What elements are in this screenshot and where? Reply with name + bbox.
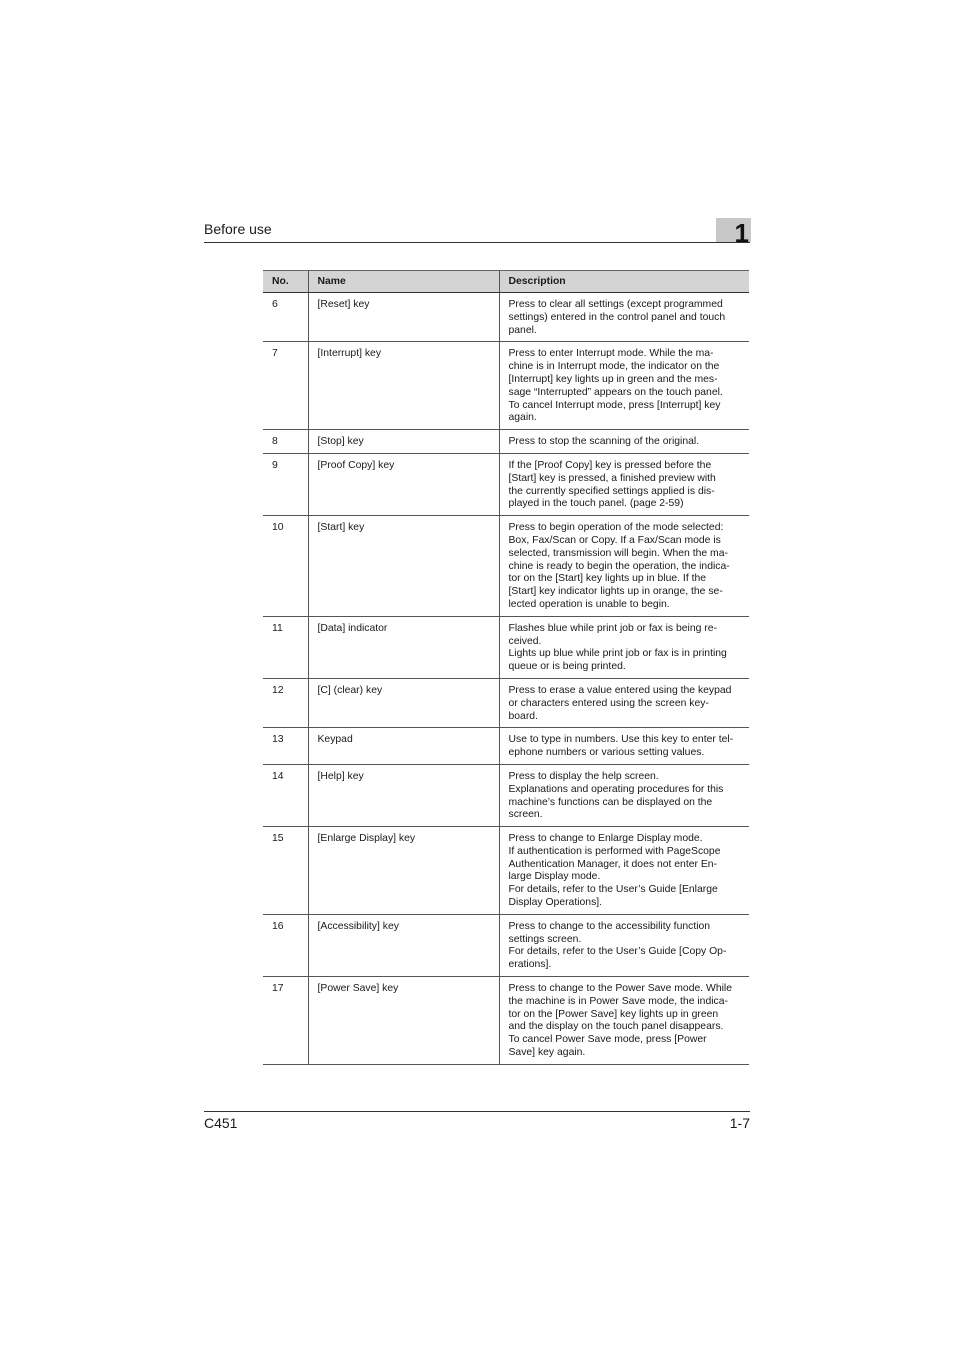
row-name: [Accessibility] key — [308, 914, 499, 976]
row-description: Press to enter Interrupt mode. While the ma- chine is in Interrupt mode, the indicator on the [Interrupt] key lights up in green and the mes- sage “Interrupted” appears on the touch panel. To cancel Interrupt mode, press [Interrupt] key again. — [499, 342, 749, 430]
table-row — [263, 977, 749, 1065]
row-description: Press to stop the scanning of the original. — [499, 430, 749, 454]
table-row — [263, 342, 749, 430]
row-number: 8 — [263, 430, 308, 454]
control-panel-table — [263, 270, 749, 1065]
row-description: Press to change to Enlarge Display mode. If authentication is performed with PageScope Authentication Manager, it does not enter En- large Display mode. For details, refer to the User’s Guide [Enlarge Display Operations]. — [499, 827, 749, 915]
row-number: 17 — [263, 977, 308, 1065]
row-name: [Data] indicator — [308, 616, 499, 678]
row-description: Press to display the help screen. Explanations and operating procedures for this machine’s functions can be displayed on the screen. — [499, 764, 749, 826]
row-number: 6 — [263, 293, 308, 342]
row-name: [C] (clear) key — [308, 678, 499, 727]
table-row — [263, 616, 749, 678]
row-number: 12 — [263, 678, 308, 727]
chapter-number: 1 — [734, 218, 749, 248]
row-name: [Proof Copy] key — [308, 453, 499, 515]
table-row — [263, 293, 749, 342]
table-row — [263, 678, 749, 727]
row-name: [Reset] key — [308, 293, 499, 342]
header-divider — [204, 242, 750, 243]
row-description: If the [Proof Copy] key is pressed before the [Start] key is pressed, a finished preview with the currently specified settings applied is dis- played in the touch panel. (page 2-59) — [499, 453, 749, 515]
column-header-no: No. — [263, 271, 308, 293]
row-name: [Stop] key — [308, 430, 499, 454]
row-name: [Start] key — [308, 516, 499, 617]
row-number: 15 — [263, 827, 308, 915]
table-header-row — [263, 271, 749, 293]
row-name: Keypad — [308, 728, 499, 765]
row-number: 7 — [263, 342, 308, 430]
row-name: [Enlarge Display] key — [308, 827, 499, 915]
row-number: 16 — [263, 914, 308, 976]
table-row — [263, 430, 749, 454]
chapter-tab — [716, 218, 751, 248]
table-row — [263, 914, 749, 976]
row-description: Press to begin operation of the mode selected: Box, Fax/Scan or Copy. If a Fax/Scan mode is selected, transmission will begin. When the ma- chine is ready to begin the operation, the indica- tor on the [Start] key lights up in blue. If the [Start] key indicator lights up in orange, the se- lected operation is unable to begin. — [499, 516, 749, 617]
table-row — [263, 827, 749, 915]
row-description: Press to change to the accessibility function settings screen. For details, refer to the User’s Guide [Copy Op- erations]. — [499, 914, 749, 976]
row-name: [Power Save] key — [308, 977, 499, 1065]
row-number: 14 — [263, 764, 308, 826]
row-number: 13 — [263, 728, 308, 765]
footer-divider — [204, 1111, 750, 1112]
row-description: Press to erase a value entered using the keypad or characters entered using the screen key- board. — [499, 678, 749, 727]
footer-page-number: 1-7 — [729, 1115, 750, 1131]
row-description: Flashes blue while print job or fax is being re- ceived. Lights up blue while print job or fax is in printing queue or is being printed. — [499, 616, 749, 678]
table-row — [263, 516, 749, 617]
column-header-name: Name — [308, 271, 499, 293]
table-row — [263, 728, 749, 765]
table-row — [263, 764, 749, 826]
table-row — [263, 453, 749, 515]
column-header-description: Description — [499, 271, 749, 293]
row-description: Press to clear all settings (except programmed settings) entered in the control panel and touch panel. — [499, 293, 749, 342]
row-description: Use to type in numbers. Use this key to enter tel- ephone numbers or various setting values. — [499, 728, 749, 765]
row-number: 10 — [263, 516, 308, 617]
section-title: Before use — [204, 221, 272, 237]
row-number: 11 — [263, 616, 308, 678]
row-number: 9 — [263, 453, 308, 515]
row-name: [Interrupt] key — [308, 342, 499, 430]
row-description: Press to change to the Power Save mode. While the machine is in Power Save mode, the indica- tor on the [Power Save] key lights up in green and the display on the touch panel disappears. To cancel Power Save mode, press [Power Save] key again. — [499, 977, 749, 1065]
row-name: [Help] key — [308, 764, 499, 826]
footer-model-name: C451 — [204, 1115, 238, 1131]
